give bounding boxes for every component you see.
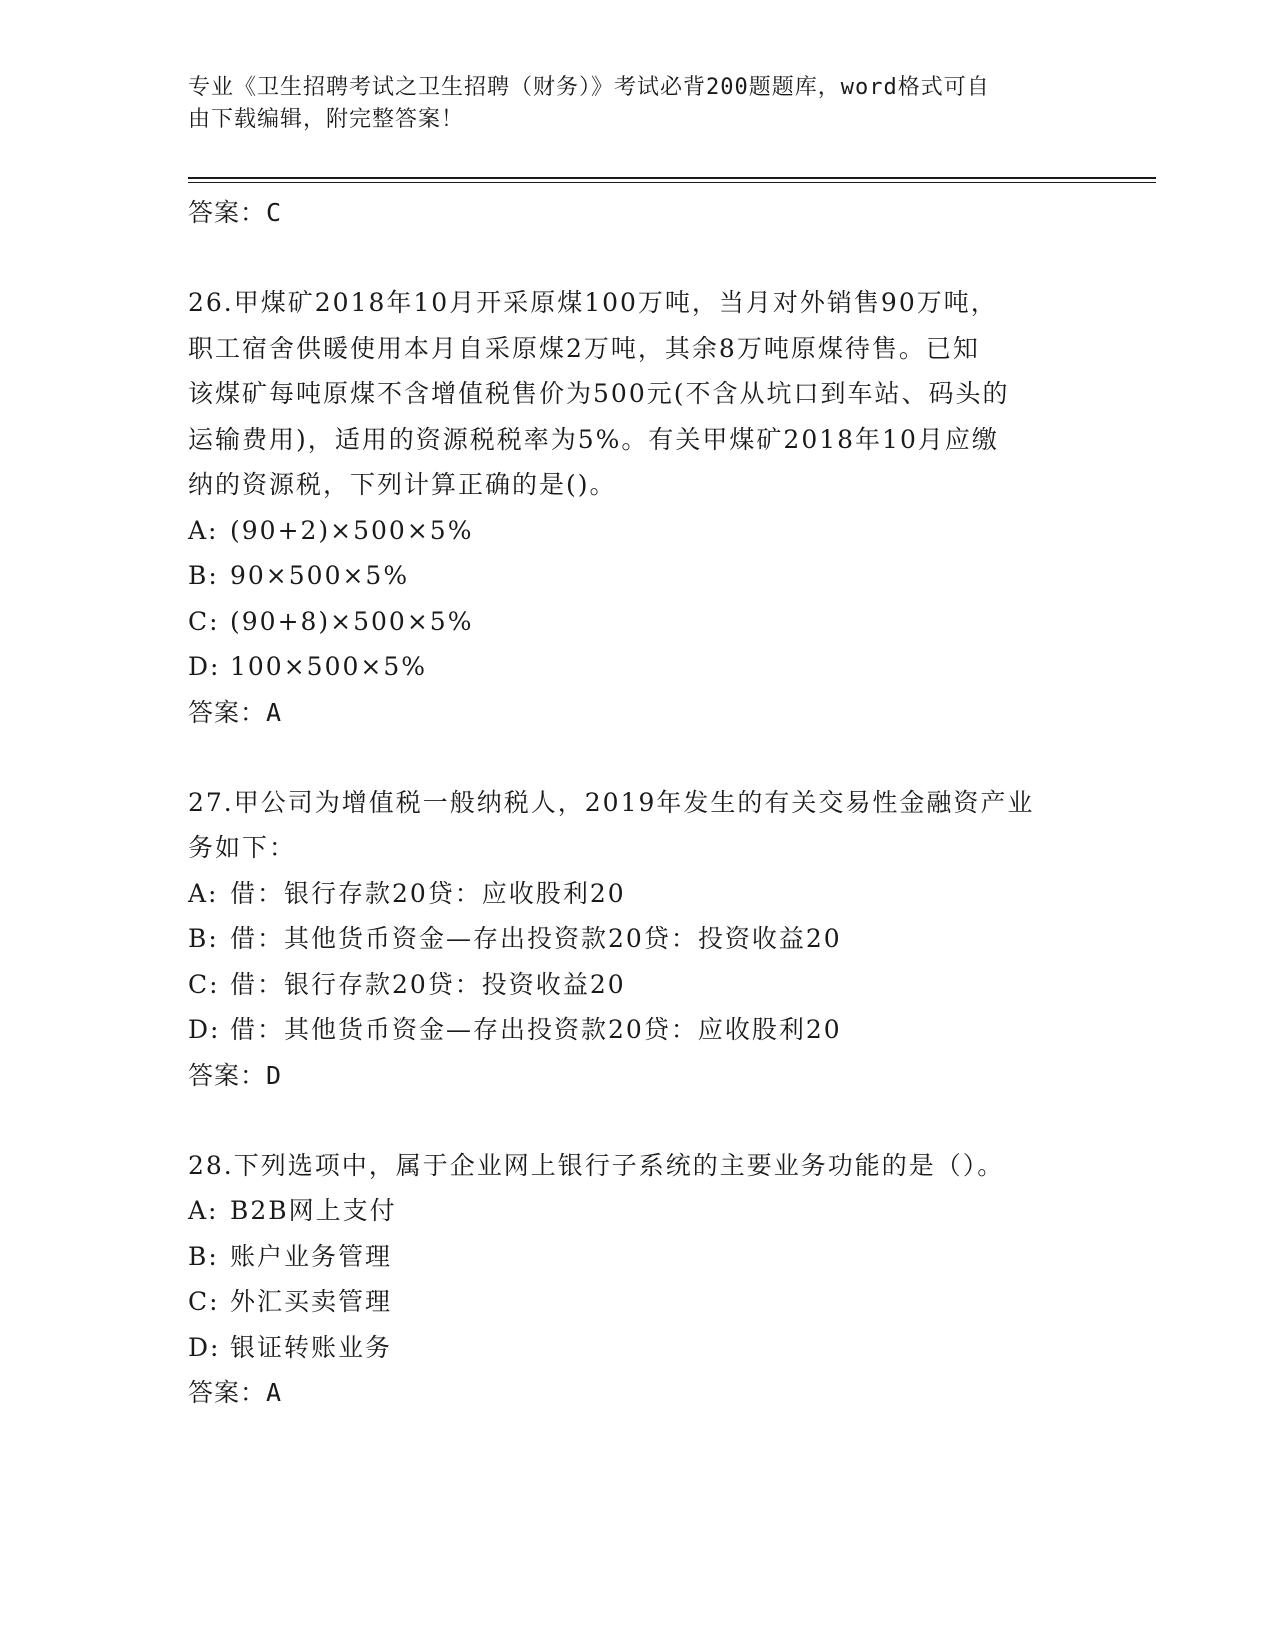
option-letter: C: xyxy=(188,1287,220,1316)
option-c xyxy=(188,1279,1088,1325)
option-c xyxy=(188,962,1088,1008)
spacer xyxy=(188,236,1088,280)
option-d xyxy=(188,1325,1088,1371)
option-letter: D: xyxy=(188,652,221,681)
option-a xyxy=(188,508,1088,554)
option-c xyxy=(188,599,1088,645)
question-stem-line: 务如下： xyxy=(188,833,297,862)
option-letter: A: xyxy=(188,515,219,545)
question-answer: 答案：A xyxy=(188,1378,283,1407)
document-header xyxy=(188,72,1068,136)
option-a xyxy=(188,871,1088,917)
option-letter: B: xyxy=(188,1241,219,1271)
option-text: (90+2)×500×5% xyxy=(230,515,474,545)
header-line-1: 专业《卫生招聘考试之卫生招聘（财务）》考试必背200题题库，word格式可自 xyxy=(188,75,990,100)
option-text: 借：银行存款20贷：投资收益20 xyxy=(230,969,626,999)
question-stem-line: 运输费用)，适用的资源税税率为5%。有关甲煤矿2018年10月应缴 xyxy=(188,424,999,454)
option-b xyxy=(188,916,1088,962)
question-28 xyxy=(188,1143,1088,1417)
option-letter: B: xyxy=(188,924,219,953)
spacer xyxy=(188,736,1088,780)
question-answer: 答案：A xyxy=(188,697,283,727)
option-text: 100×500×5% xyxy=(230,652,427,681)
option-text: 银证转账业务 xyxy=(230,1332,393,1362)
option-b xyxy=(188,553,1088,599)
option-letter: D: xyxy=(188,1332,221,1362)
question-stem-line: 职工宿舍供暖使用本月自采原煤2万吨，其余8万吨原煤待售。已知 xyxy=(188,333,980,363)
option-text: 借：其他货币资金—存出投资款20贷：投资收益20 xyxy=(230,924,842,953)
spacer xyxy=(188,1099,1088,1143)
question-answer: 答案：D xyxy=(188,1060,283,1090)
option-letter: C: xyxy=(188,606,220,636)
option-b xyxy=(188,1234,1088,1280)
option-text: 借：银行存款20贷：应收股利20 xyxy=(230,878,626,908)
option-letter: D: xyxy=(188,1015,221,1044)
option-text: B2B网上支付 xyxy=(230,1196,397,1225)
question-stem-line: 该煤矿每吨原煤不含增值税售价为500元(不含从坑口到车站、码头的 xyxy=(188,379,1010,408)
document-body xyxy=(188,190,1088,1416)
option-text: 账户业务管理 xyxy=(230,1241,393,1271)
option-letter: A: xyxy=(188,878,219,908)
header-rule-thin xyxy=(188,182,1156,183)
header-line-2: 由下载编辑，附完整答案！ xyxy=(188,107,465,132)
question-stem-line: 26.甲煤矿2018年10月开采原煤100万吨，当月对外销售90万吨， xyxy=(188,288,998,317)
question-27 xyxy=(188,780,1088,1099)
option-d xyxy=(188,644,1088,690)
option-letter: A: xyxy=(188,1196,219,1225)
option-d xyxy=(188,1007,1088,1053)
previous-answer: 答案：C xyxy=(188,198,283,227)
question-stem-line: 28.下列选项中，属于企业网上银行子系统的主要业务功能的是（）。 xyxy=(188,1150,1005,1180)
option-text: (90+8)×500×5% xyxy=(230,606,474,636)
option-text: 外汇买卖管理 xyxy=(230,1287,393,1316)
option-letter: C: xyxy=(188,969,220,999)
question-26 xyxy=(188,280,1088,736)
option-text: 90×500×5% xyxy=(230,561,410,590)
option-a xyxy=(188,1188,1088,1234)
question-stem-line: 纳的资源税，下列计算正确的是()。 xyxy=(188,470,617,499)
header-rule-thick xyxy=(188,177,1156,179)
question-stem-line: 27.甲公司为增值税一般纳税人，2019年发生的有关交易性金融资产业 xyxy=(188,787,1035,817)
option-text: 借：其他货币资金—存出投资款20贷：应收股利20 xyxy=(230,1015,842,1044)
option-letter: B: xyxy=(188,561,219,590)
